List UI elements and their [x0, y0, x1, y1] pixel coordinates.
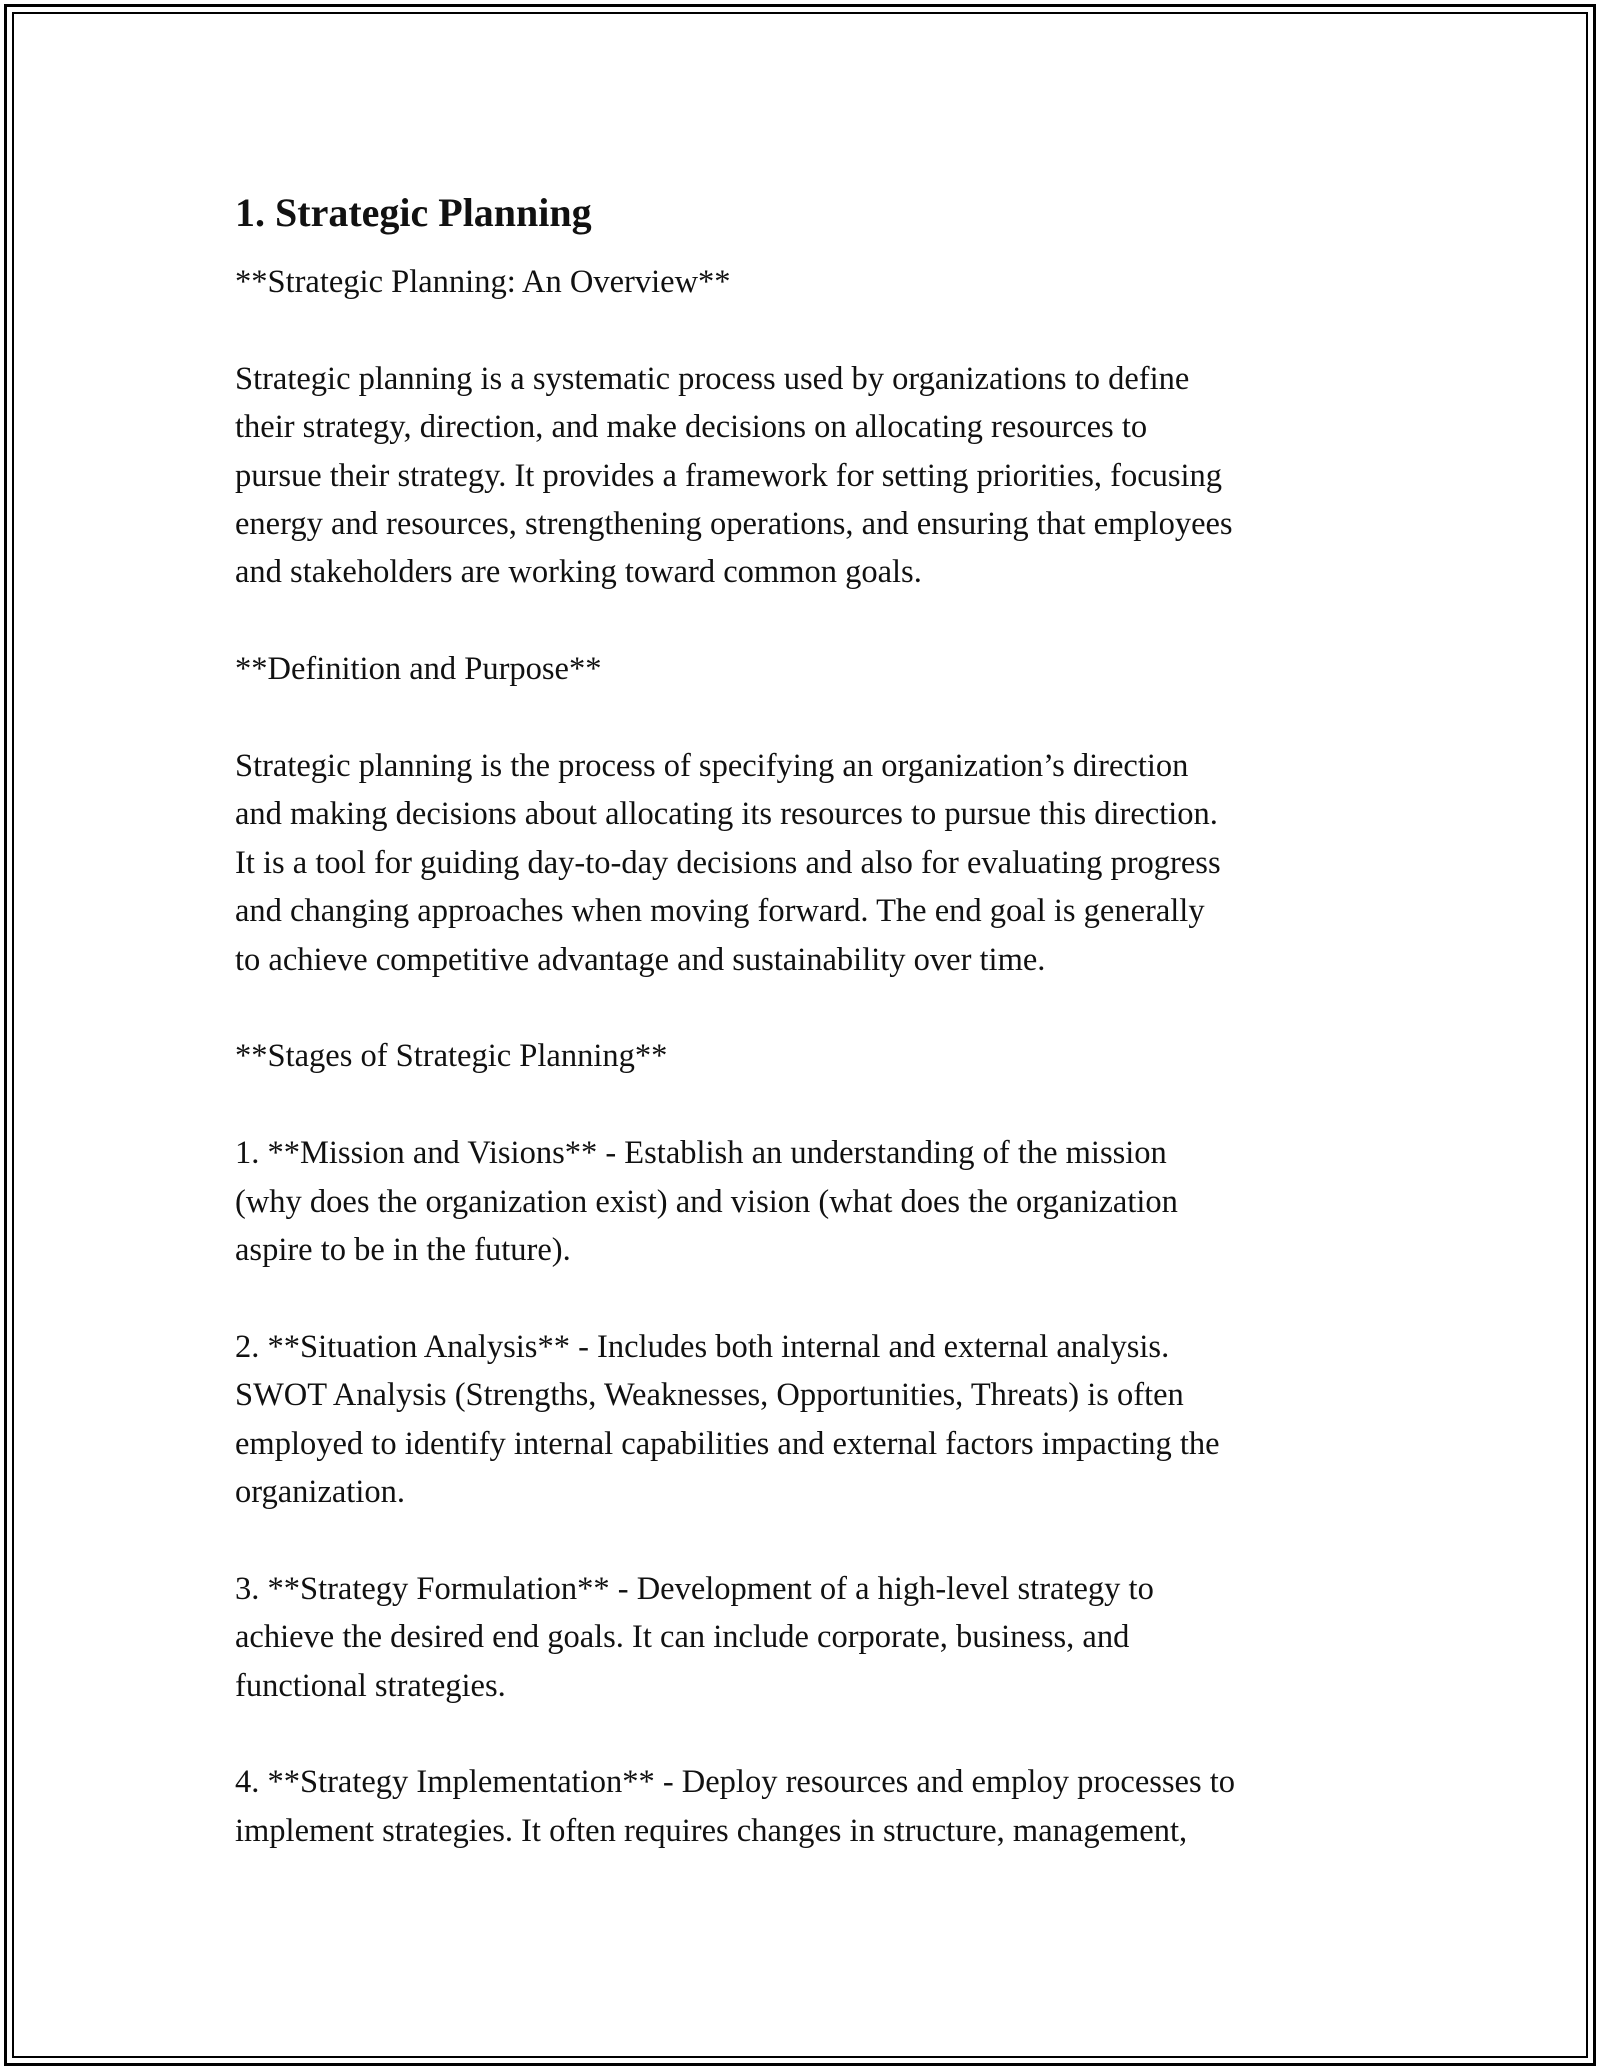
stage-item-strategy-implementation: 4. **Strategy Implementation** - Deploy resources and employ processes to implement strategies. It often requires changes in structure, management, [235, 1764, 1236, 1849]
stage-item-mission: 1. **Mission and Visions** - Establish an understanding of the mission (why does the organization exist) and vision (what does the organization aspire to be in the future). [235, 1135, 1178, 1269]
definition-paragraph: Strategic planning is the process of specifying an organization’s direction and making decisions about allocating its resources to pursue this direction. It is a tool for guiding day-to-day decisions and also for evaluating progress and changing approaches when moving forward. The end goal is generally to achieve competitive advantage and sustainability over time. [235, 748, 1221, 978]
stages-title: **Stages of Strategic Planning** [235, 1038, 668, 1075]
definition-title: **Definition and Purpose** [235, 651, 602, 688]
section-heading: 1. Strategic Planning [235, 190, 592, 235]
stage-item-situation-analysis: 2. **Situation Analysis** - Includes both internal and external analysis. SWOT Analysis (Strengths, Weaknesses, Opportunities, Threats) is often employed to identify internal capabilities and external factors impacting the organization. [235, 1328, 1220, 1511]
overview-title: **Strategic Planning: An Overview** [235, 264, 731, 300]
stage-item-strategy-formulation: 3. **Strategy Formulation** - Development of a high-level strategy to achieve the desired end goals. It can include corporate, business, and functional strategies. [235, 1570, 1154, 1704]
overview-paragraph: Strategic planning is a systematic process used by organizations to define their strategy, direction, and make decisions on allocating resources to pursue their strategy. It provides a framework for setting priorities, focusing energy and resources, strengthening operations, and ensuring that employees and stakeholders are working toward common goals. [235, 360, 1233, 591]
document-body [235, 185, 1375, 1904]
